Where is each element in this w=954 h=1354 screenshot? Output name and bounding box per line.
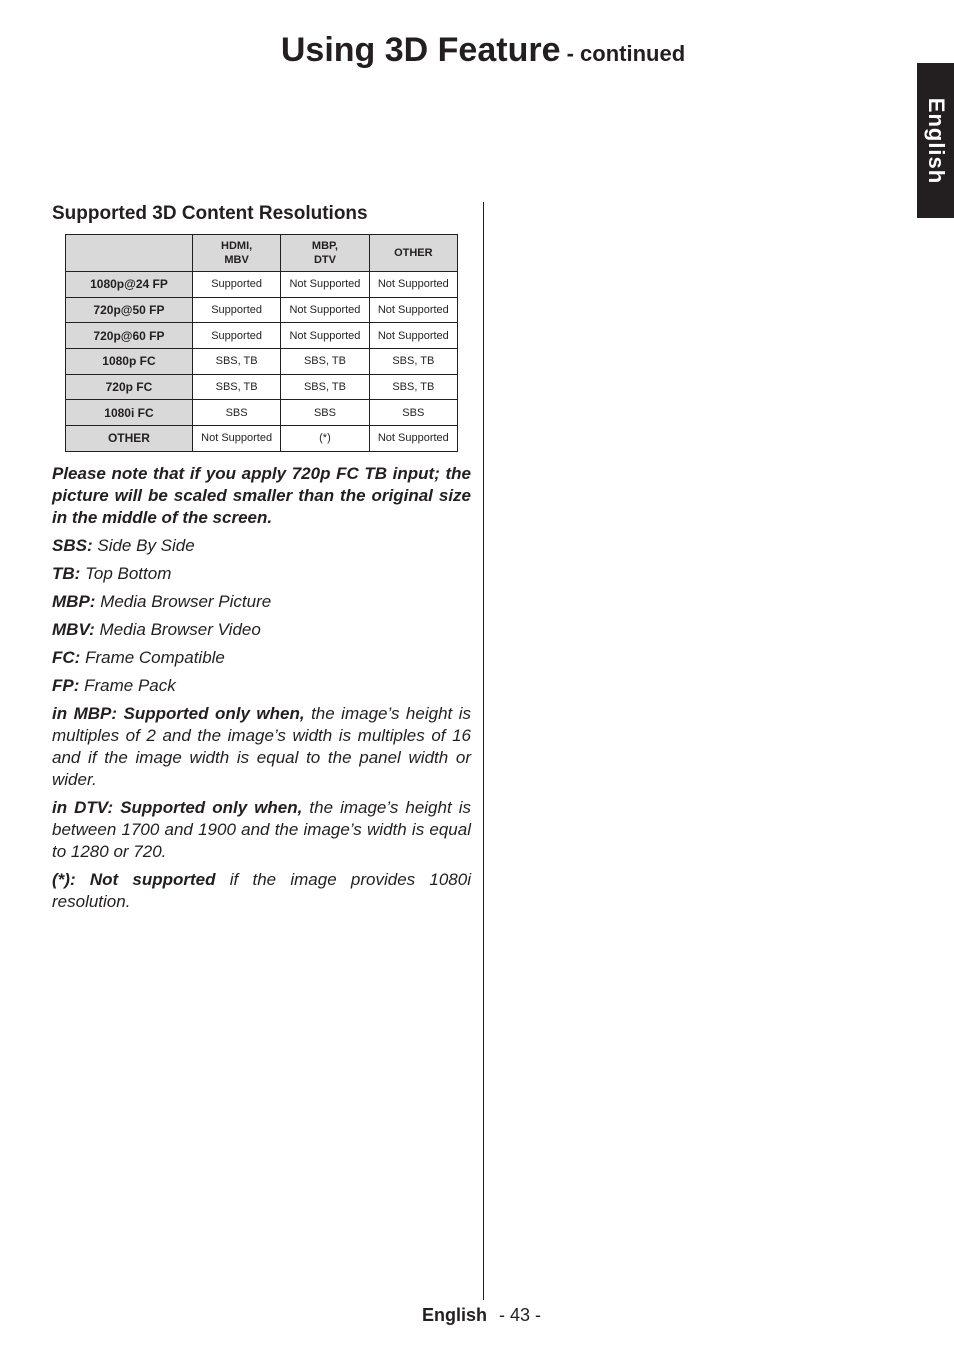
table-row	[66, 272, 458, 298]
table-cell: Not Supported	[369, 297, 457, 323]
mbp-condition-lead: in MBP: Supported only when,	[52, 704, 305, 723]
dtv-condition-text: the image’s height is between 1700 and 1900 and the image’s width is equal to 1280 or 720.	[52, 798, 471, 861]
table-header-row	[66, 235, 458, 272]
asterisk-note-text: if the image provides 1080i resolution.	[52, 870, 471, 911]
dtv-condition-lead: in DTV: Supported only when,	[52, 798, 303, 817]
table-cell: Not Supported	[281, 323, 369, 349]
scaling-note: Please note that if you apply 720p FC TB input; the picture will be scaled smaller than the original size in the middle of the screen.	[52, 464, 471, 527]
column-header-line: DTV	[313, 254, 336, 266]
table-row	[66, 323, 458, 349]
column-header	[281, 235, 369, 272]
table-row	[66, 349, 458, 375]
page-title-continued: - continued	[560, 41, 686, 66]
table-cell: SBS, TB	[281, 374, 369, 400]
definition-item	[52, 619, 471, 641]
column-divider	[483, 202, 484, 1300]
definition-meaning: Media Browser Picture	[100, 592, 272, 611]
definition-item	[52, 563, 471, 585]
table-cell: SBS	[369, 400, 457, 426]
table-cell: Not Supported	[281, 297, 369, 323]
asterisk-note-lead: (*): Not supported	[52, 870, 216, 889]
row-header: 720p@60 FP	[66, 323, 193, 349]
column-header	[192, 235, 280, 272]
definition-meaning: Top Bottom	[85, 564, 172, 583]
table-cell: Not Supported	[369, 272, 457, 298]
page-number: - 43 -	[499, 1305, 542, 1325]
table-row	[66, 426, 458, 452]
mbp-condition-note	[52, 703, 471, 791]
table-cell: (*)	[281, 426, 369, 452]
table-row	[66, 297, 458, 323]
row-header: 1080p FC	[66, 349, 193, 375]
table-row	[66, 400, 458, 426]
table-cell: Not Supported	[281, 272, 369, 298]
column-header-line: MBP,	[311, 240, 338, 252]
definition-term: SBS:	[52, 536, 93, 555]
column-header-line: HDMI,	[221, 240, 253, 252]
definition-term: FC:	[52, 648, 81, 667]
row-header: 1080p@24 FP	[66, 272, 193, 298]
table-cell: Not Supported	[192, 426, 280, 452]
language-side-tab	[917, 63, 954, 218]
asterisk-note	[52, 869, 471, 913]
definition-item	[52, 647, 471, 669]
table-cell: Not Supported	[369, 323, 457, 349]
table-cell: SBS	[192, 400, 280, 426]
table-cell: SBS, TB	[369, 374, 457, 400]
column-header-line: MBV	[224, 254, 249, 266]
row-header: 720p FC	[66, 374, 193, 400]
definition-meaning: Side By Side	[97, 536, 195, 555]
notes-section	[52, 463, 471, 919]
table-cell: Supported	[192, 323, 280, 349]
table-cell: Supported	[192, 272, 280, 298]
table-corner-cell	[66, 235, 193, 272]
row-header: 1080i FC	[66, 400, 193, 426]
column-header	[369, 235, 457, 272]
definition-item	[52, 535, 471, 557]
table-cell: SBS, TB	[192, 349, 280, 375]
definition-term: FP:	[52, 676, 80, 695]
definition-meaning: Frame Pack	[84, 676, 176, 695]
page-footer	[422, 1305, 541, 1326]
dtv-condition-note	[52, 797, 471, 863]
resolution-table	[65, 234, 458, 452]
definition-term: TB:	[52, 564, 81, 583]
column-header-line: OTHER	[394, 247, 433, 259]
table-cell: Supported	[192, 297, 280, 323]
language-side-tab-label: English	[923, 97, 949, 184]
row-header: OTHER	[66, 426, 193, 452]
table-row	[66, 374, 458, 400]
definition-item	[52, 675, 471, 697]
definition-term: MBV:	[52, 620, 95, 639]
table-cell: SBS, TB	[192, 374, 280, 400]
definition-item	[52, 591, 471, 613]
table-cell: SBS, TB	[369, 349, 457, 375]
page-title	[0, 30, 954, 74]
footer-language: English	[422, 1305, 488, 1325]
definition-meaning: Frame Compatible	[85, 648, 225, 667]
table-cell: SBS, TB	[281, 349, 369, 375]
definition-term: MBP:	[52, 592, 96, 611]
page-title-main: Using 3D Feature	[280, 31, 561, 69]
section-heading: Supported 3D Content Resolutions	[52, 203, 368, 224]
table-cell: SBS	[281, 400, 369, 426]
table-cell: Not Supported	[369, 426, 457, 452]
row-header: 720p@50 FP	[66, 297, 193, 323]
definition-meaning: Media Browser Video	[99, 620, 261, 639]
mbp-condition-text: the image’s height is multiples of 2 and the image’s width is multiples of 16 and if the image width is equal to the panel width or wider.	[52, 704, 471, 789]
